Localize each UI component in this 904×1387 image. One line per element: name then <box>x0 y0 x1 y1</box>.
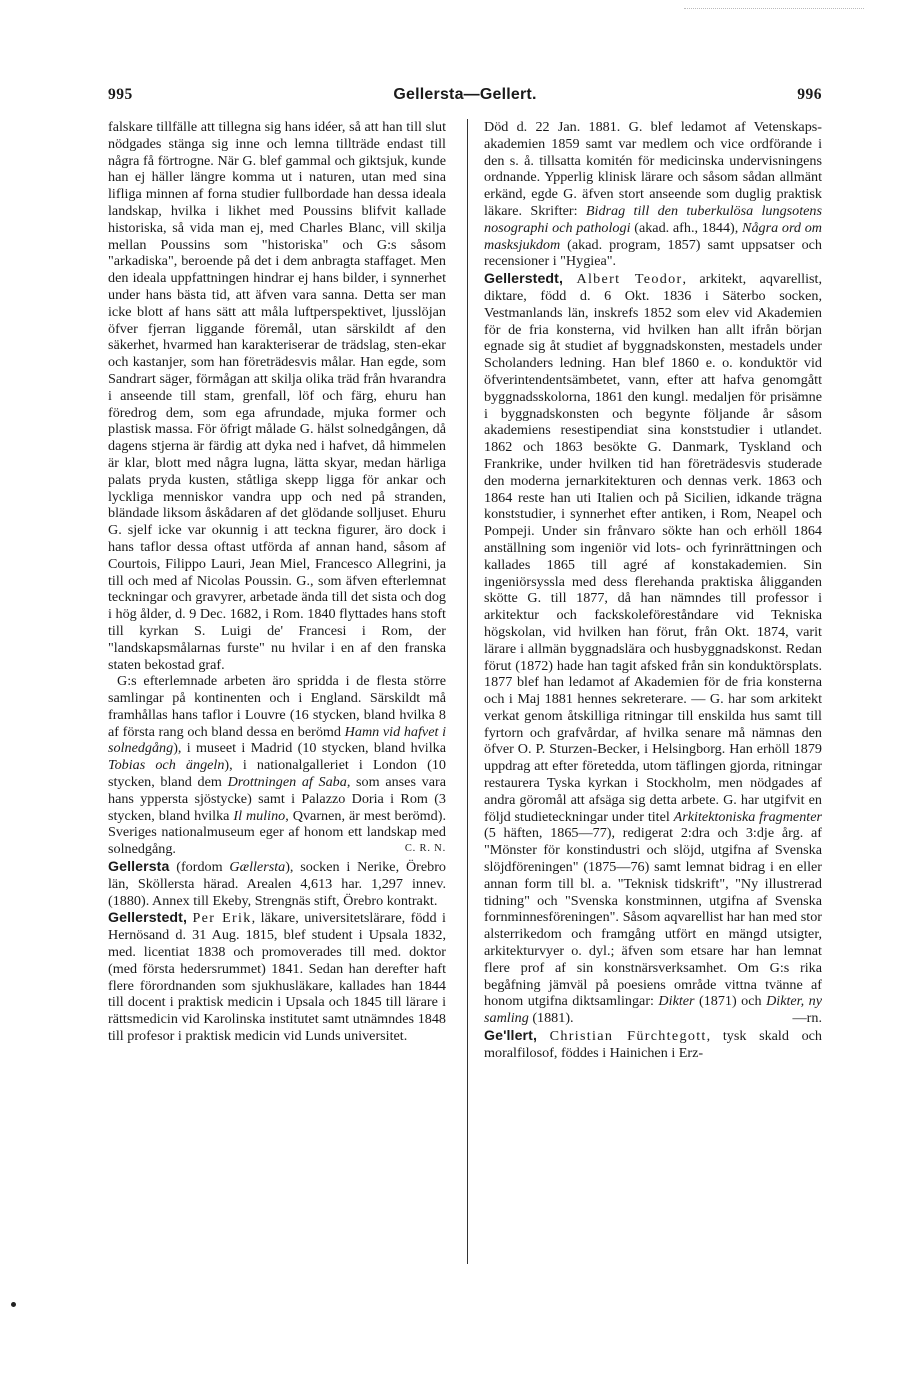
right-column <box>484 119 822 1062</box>
work-title: Några ord om masksjukdom <box>484 219 823 253</box>
text-segment: (5 häften, 1865—77), redigerat 2:dra och 3:dje årg. af "Mönster för konstindustri och slöjd, utgifna af Svenska slöjdföreningen" (1875—76) samt lemnat bidrag i en eller annan form till bl. a. "Teknisk tidskrift", "Ny illustrerad tidning" och "Svenska konstminnen, utgifna af Svenska fornminnesföreningen". Såsom aqvarellist har han med stor alsterrikedom och framgång utfört en mängd utsigter, arkitekturvyer o. dyl.; äfven som etsare har han lemnat flere prof af sin konstnärsverksamhet. Om G:s rika begåfning jämväl på poesiens område vittna tvänne af honom utgifna diktsamlingar: <box>484 825 822 1010</box>
author-signature: C. R. N. <box>404 843 446 855</box>
paragraph-lorrain-works <box>108 673 446 858</box>
entry-gellersta <box>108 858 446 909</box>
text-segment: (1871) och <box>694 993 767 1010</box>
text-segment: (fordom <box>169 859 230 876</box>
text-segment: , som anses vara hans yppersta sjöstycke) samt i Palazzo Doria i Rom (3 stycken, bland hvilka <box>108 774 446 824</box>
text-segment: ), i nationalgalleriet i London (10 stycken, bland dem <box>108 757 446 791</box>
work-title: Arkitektoniska fragmenter <box>673 808 822 825</box>
text-segment: , arkitekt, aqvarellist, diktare, född d. 6 Okt. 1836 i Säterbo socken, Vestmanlands län, inskrefs 1852 som elev vid Akademien för de fria konsterna, vid hvilken han allt ifrån början egnade sig åt studiet af byggnadskonsten, mestadels under Scholanders ledning. Han blef 1860 e. o. konduktör vid öfverintendentsämbetet, vann, efter att hafva genomgått byggnadsskolorna, 1861 den kungl. medaljen för prisämne i byggnadskonsten och begynte följande år såsom akademiens resestipendiat sina konststudier i utlandet. 1862 och 1863 besökte G. Danmark, Tyskland och Frankrike, under hvilken tid han företrädesvis studerade den moderna jernarkitekturen och dennas verk. 1863 och 1864 reste han uti Italien och på Sicilien, idkande trägna konststudier, i synnerhet efter antiken, i Rom, Neapel och Pompeji. Under sin frånvaro sökte han och erhöll 1864 anställning som ingeniör vid lots- och fyrinrättningen och kallades 1865 till agré af konstakademien. Sin ingeniörsyssla med dess flerehanda praktiska åligganden skötte G. till 1877, då han nämndes till professor i arkitektur och fackskoleföreståndare vid Tekniska högskolan, vid hvilken han förut, från Okt. 1874, varit lärare i allmän byggnadslära och husbyggnadskonst. Redan förut (1872) hade han tagit afsked från sin konduktörsplats. 1877 blef han ledamot af Akademien för de fria konsterna och i Maj 1881 hennes sekreterare. — G. har som arkitekt verkat genom åtskilliga ritningar till enskilda hus samt till fyrtorn och grafvårdar, af hvilka senare må nämnas den öfver O. P. Sturzen-Becker, i Helsingborg. Han erhöll 1879 uppdrag att efter företedda, utom täflingen gjorda, ritningar restaurera Tyska kyrkan i Stockholm, men nödgades af andra göromål att afsäga sig detta arbete. G. har utgifvit en följd studieteckningar under titel <box>484 271 822 825</box>
page-header <box>108 86 822 110</box>
person-name: Per Erik <box>192 910 252 927</box>
text-segment: , läkare, universitetslärare, född i Hernösand d. 31 Aug. 1815, blef student i Upsala 1832, med. licentiat 1838 och promoverades till med. doktor (med första hedersrummet) 1841. Sedan han derefter haft flere förordnanden som sjukhusläkare, kallades han 1844 till docent i praktisk medicin i Upsala och 1845 till lärare i rättsmedicin vid Karolinska institutet samt utnämndes 1848 till profesor i praktisk medicin vid Lunds universitet. <box>108 910 446 1045</box>
entry-gellerstedt-per-erik <box>108 909 446 1044</box>
work-title: Dikter, ny samling <box>484 993 822 1027</box>
page-number-right: 996 <box>797 86 822 103</box>
artwork-title: Drottningen af Saba <box>227 774 347 791</box>
page-number-left: 995 <box>108 86 133 103</box>
text-segment: G:s efterlemnade arbeten äro spridda i de flesta större samlingar på kontinenten och i England. Särskildt må framhållas hans taflor i Louvre (16 stycken, bland hvilka 8 af första rang och bland dessa en berömd <box>108 673 446 740</box>
italic-name: Gællersta <box>229 859 286 876</box>
text-segment: (akad. afh., 1844), <box>630 219 743 236</box>
text-segment: ), socken i Nerike, Örebro län, Sköllersta härad. Arealen 4,613 har. 1,297 innev. (1880). Annex till Ekeby, Strengnäs stift, Örebro kontrakt. <box>108 859 446 909</box>
text-segment: (1881). <box>528 1010 574 1027</box>
margin-mark <box>11 1302 16 1307</box>
entry-headword: Gellerstedt, <box>108 909 188 926</box>
running-title: Gellersta—Gellert. <box>393 86 537 103</box>
entry-gellert <box>484 1027 822 1062</box>
artwork-title: Hamn vid hafvet i solnedgång <box>108 723 446 757</box>
entry-headword: Gellerstedt, <box>484 270 564 287</box>
entry-gellerstedt-per-erik-continued <box>484 119 822 270</box>
text-segment: (akad. program, 1857) samt uppsatser och recensioner i "Hygiea". <box>484 236 822 270</box>
work-title: Dikter <box>658 993 695 1010</box>
person-name: Christian Fürchtegott <box>549 1028 707 1045</box>
entry-gellerstedt-albert-teodor <box>484 270 822 1027</box>
scan-artifact <box>684 8 864 9</box>
entry-headword: Gellersta <box>108 858 170 875</box>
text-segment: , tysk skald och moralfilosof, föddes i Hainichen i Erz- <box>484 1028 822 1061</box>
artwork-title: Il mulino <box>233 807 286 824</box>
author-signature: —rn. <box>792 1010 822 1027</box>
entry-headword: Ge'llert, <box>484 1027 537 1044</box>
text-segment: Död d. 22 Jan. 1881. G. blef ledamot af Vetenskaps-akademien 1859 samt var medlem och vice ordförande i den s. å. tillsatta komitén för medicinska undervisningens ordnande. Ypperlig klinisk lärare och såsom sådan allmänt erkänd, egde G. äfven stort anseende som duglig praktisk läkare. Skrifter: <box>484 119 822 219</box>
left-column <box>108 119 446 1045</box>
text-segment: ), i museet i Madrid (10 stycken, bland hvilka <box>173 740 446 757</box>
work-title: Bidrag till den tuberkulösa lungsotens nosographi och pathologi <box>484 202 822 236</box>
person-name: Albert Teodor <box>576 271 683 288</box>
artwork-title: Tobias och ängeln <box>108 757 225 774</box>
paragraph-lorrain-continued: falskare tillfälle att tillegna sig hans idéer, så att han till slut nödgades stänga sig inne och lemna tillträde endast till några få förtrogne. När G. blef gammal och giktsjuk, kunde han ej häller längre komma ut i naturen, utan med sina lifliga minnen af forna studier fullbordade han dessa ideala landskap, hvilka i likhet med Poussins blifvit kallade historiska, så vida man ej, med Charles Blanc, vill skilja mellan Poussins som "historiska" och G:s såsom "arkadiska", beroende på det i dem anbragta staffaget. Men den ideala uppfattningen hindrar ej hans bilder, i synnerhet under hans bästa tid, att äfven vara sanna. Detta ser man icke blott af hans sätt att måla luftperspektivet, ljusslöjan öfver fjerran liggande föremål, utan särskildt af den säkerhet, hvarmed han karakteriserar de trädslag, sten-ekar och kastanjer, som han företrädesvis målar. Han egde, som Sandrart säger, förmågan att skilja olika träd från hvarandra i anseende till stam, grenfall, löf och färg, ehuru han föredrog dem, som ega afrundade, mjuka former och plastisk massa. För öfrigt målade G. hälst solnedgången, då dagens stjerna är färdig att dyka ned i hafvet, då himmelen är klar, blott med några lugna, lätta skyar, medan härliga palats pryda kusten, ståtliga skepp ligga för ankar och lyckliga menniskor vandra upp och ned på stranden, bländade liksom åskådaren af det glödande solljuset. Ehuru G. sjelf icke var okunnig i att teckna figurer, äro dock i hans taflor dessa oftast utförda af annan hand, såsom af Courtois, Filippo Lauri, Jean Miel, Francesco Allegrini, ja till och med af Nicolas Poussin. G., som äfven efterlemnat teckningar och gravyrer, arbetade ända till det sista och dog i hög ålder, d. 9 Dec. 1682, i Rom. 1840 flyttades hans stoft till kyrkan S. Luigi de' Francesi i Rom, der "landskapsmålarnas furste" nu hvilar i en af den franska staten bekostad graf. <box>108 119 446 673</box>
text-segment: , Qvarnen, är mest berömd). Sveriges nationalmuseum eger af honom ett landskap med solnedgång. <box>108 807 446 858</box>
column-divider <box>467 119 468 1264</box>
